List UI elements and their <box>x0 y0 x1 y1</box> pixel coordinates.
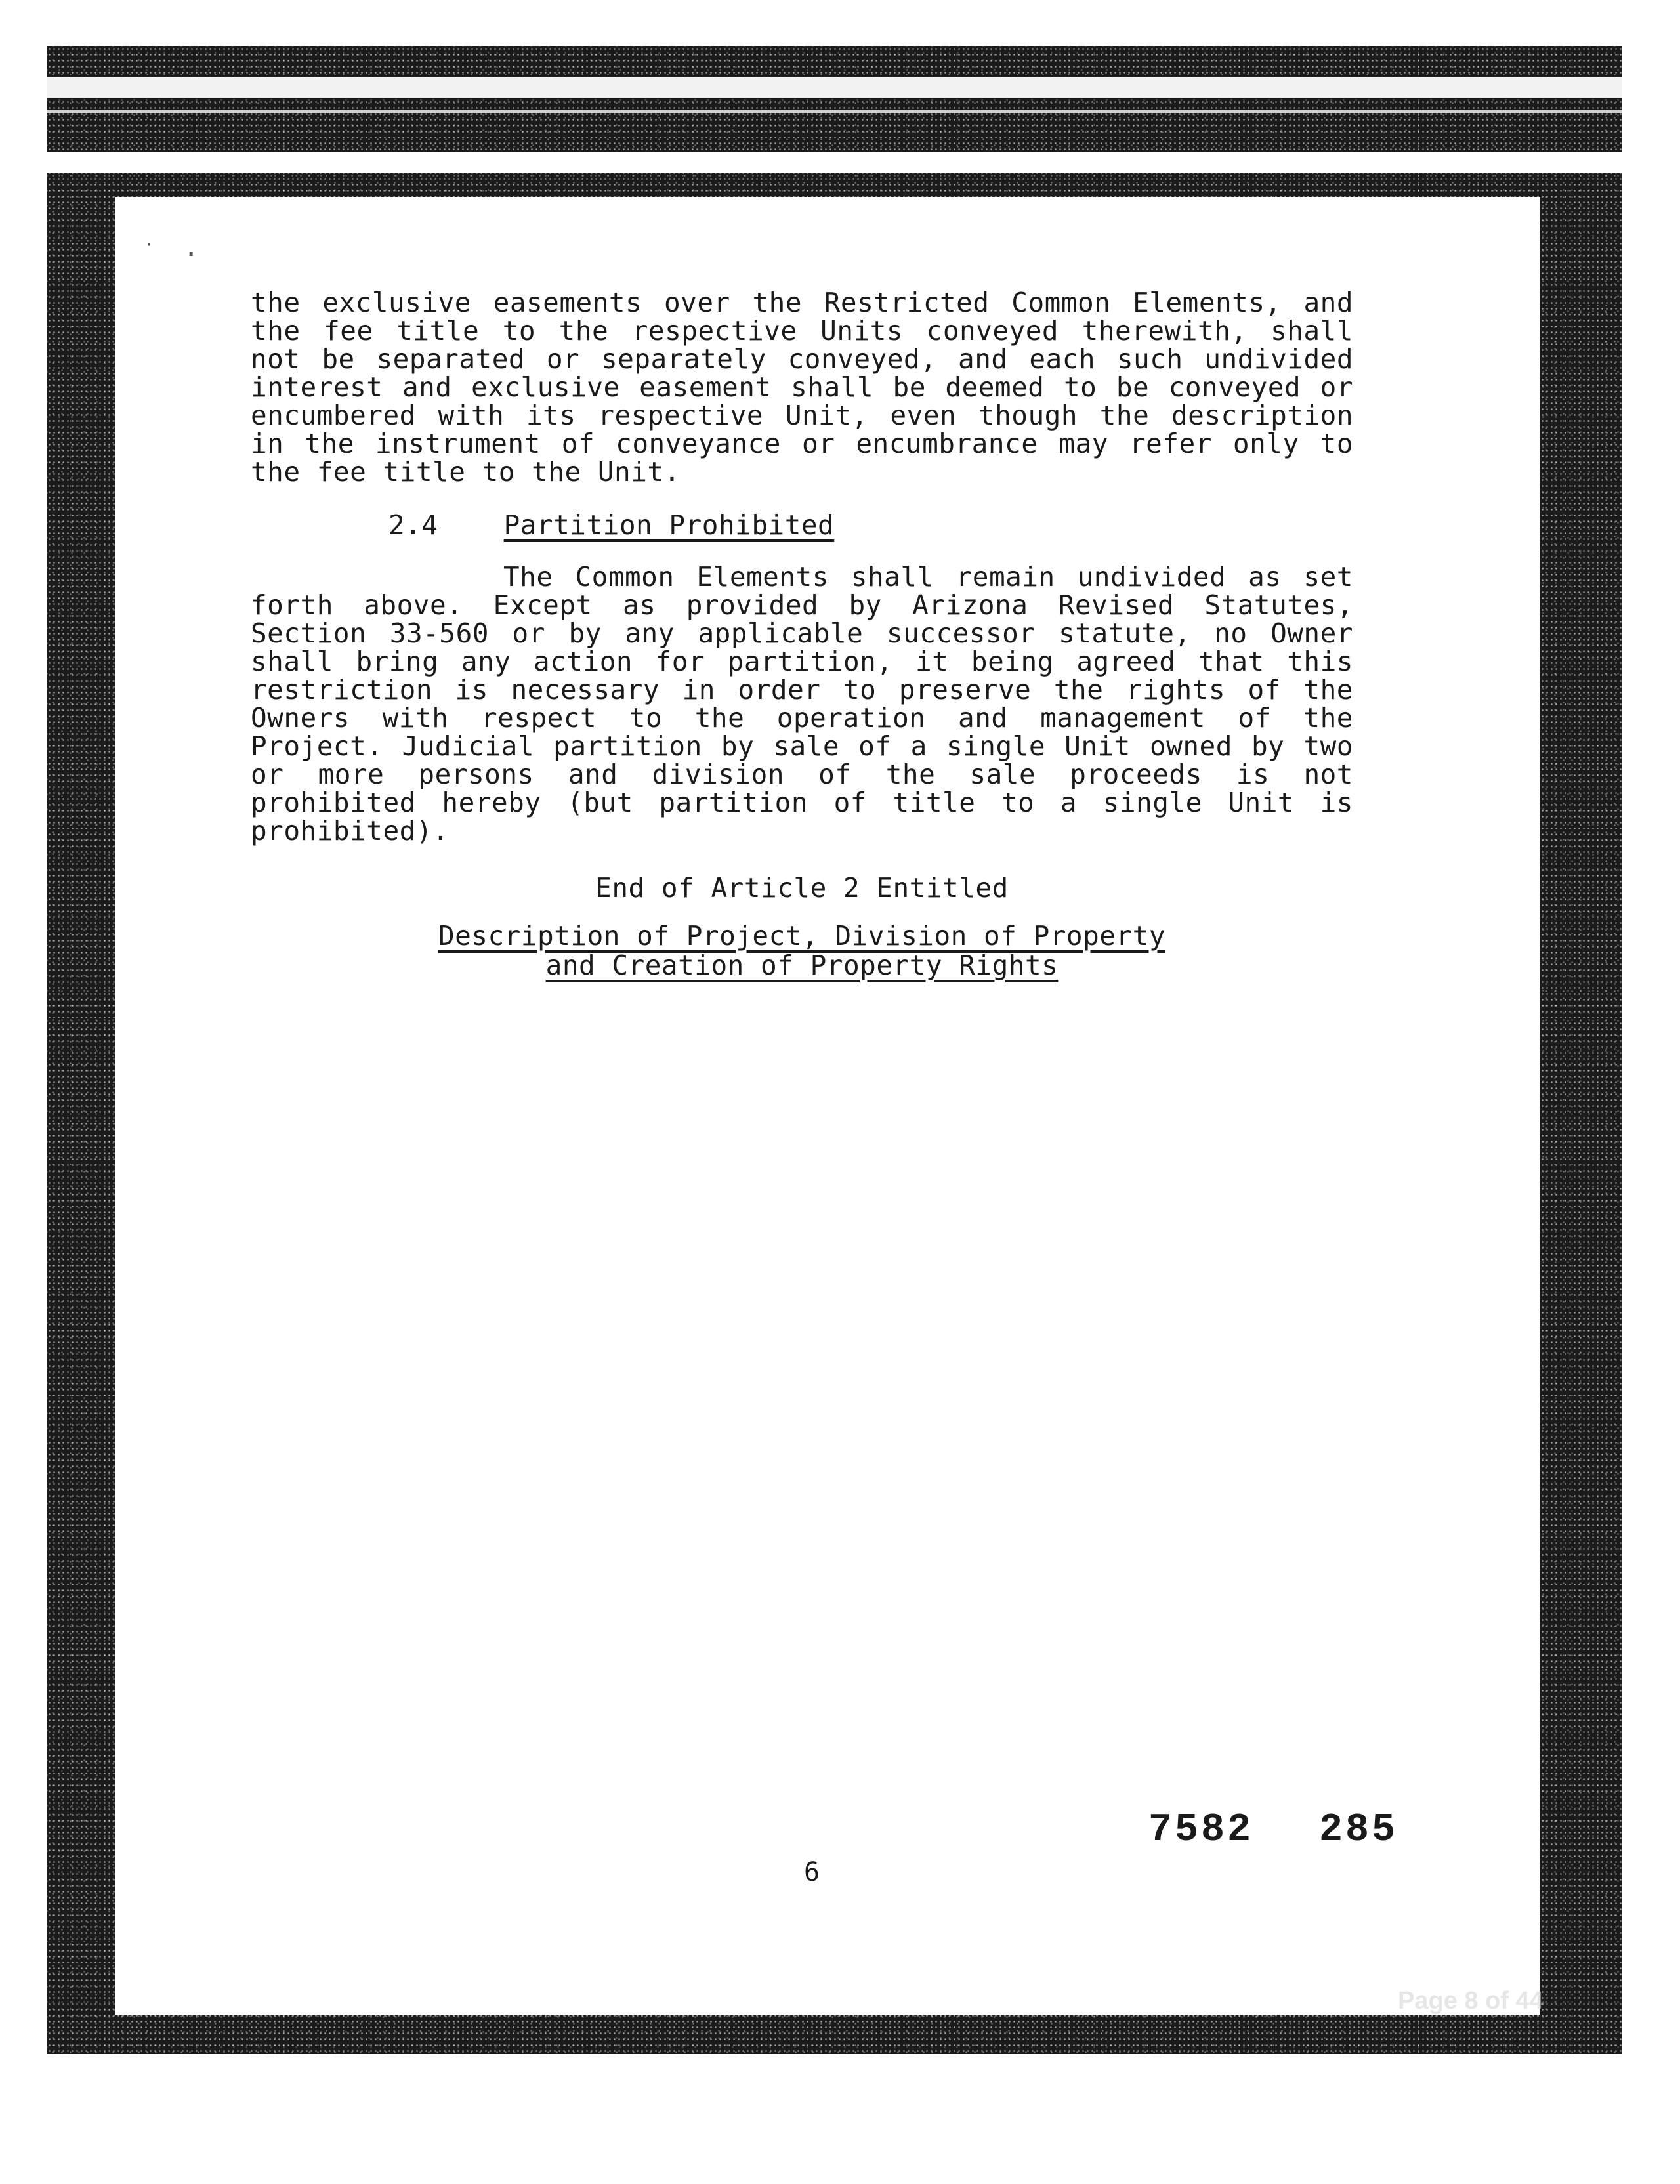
scan-top-line <box>47 110 1622 113</box>
end-of-article-line: End of Article 2 Entitled <box>595 872 1009 904</box>
recording-stamp <box>1148 1808 1398 1853</box>
section-number: 2.4 <box>388 509 438 541</box>
article-title-line-2: and Creation of Property Rights <box>545 950 1059 981</box>
page-number: 6 <box>804 1857 820 1887</box>
article-title-line-1: Description of Project, Division of Property <box>438 920 1166 952</box>
section-heading <box>388 511 1353 539</box>
scan-top-strip <box>47 77 1622 98</box>
paragraph-restricted-common-elements: the exclusive easements over the Restricted Common Elements, and the fee title to the respective Units conveyed therewith, shall not be separated or separately conveyed, and each such undivided interest and exclusive easement shall be deemed to be conveyed or encumbered with its respective Unit, even though the description in the instrument of conveyance or encumbrance may refer only to the fee title to the Unit. <box>251 287 1353 488</box>
scan-specks: ˙· <box>141 240 226 270</box>
scan-gap <box>47 152 1622 173</box>
page-count-stamp: Page 8 of 44 <box>1398 1987 1544 2015</box>
section-title: Partition Prohibited <box>503 509 835 541</box>
document-body <box>251 289 1353 980</box>
book-number: 7582 <box>1148 1808 1254 1853</box>
paragraph-partition-prohibited: The Common Elements shall remain undivided as set forth above. Except as provided by Arizona Revised Statutes, Section 33-560 or by any applicable successor statute, no Owner shall bring any action for partition, it being agreed that this restriction is necessary in order to preserve the rights of the Owners with respect to the operation and management of the Project. Judicial partition by sale of a single Unit owned by two or more persons and division of the sale proceeds is not prohibited hereby (but partition of title to a single Unit is prohibited). <box>251 561 1353 847</box>
book-page: 285 <box>1319 1808 1398 1853</box>
